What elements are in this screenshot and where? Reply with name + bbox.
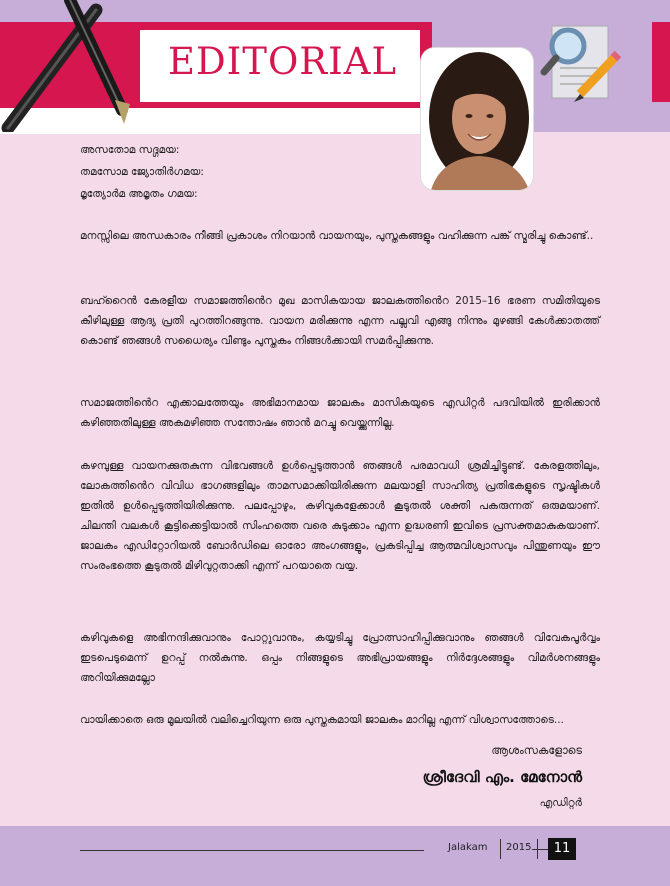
verse-line: അസതോമ സദ്ഗമയ: (80, 144, 180, 156)
page-title: EDITORIAL (168, 40, 398, 83)
editorial-paragraph (80, 628, 600, 688)
paragraph-text: കഴിവുകളെ അഭിനന്ദിക്കുവാനും പോറ്റുവാനും, കയ്യടിച്ചു പ്രോത്സാഹിപ്പിക്കുവാനും ഞങ്ങൾ വിവേകപൂർവ്വം ഇടപെടുമെന്ന് ഉറപ്പ് നൽകുന്നു. ഒപ്പം നിങ്ങളുടെ അഭിപ്രായങ്ങളും നിർദ്ദേശങ്ങളും വിമർശനങ്ങളും അറിയിക്കുമല്ലോ (80, 632, 600, 684)
footer-rule (80, 850, 424, 851)
paragraph-text: സമാജത്തിൻെറ എക്കാലത്തേയും അഭിമാനമായ ജാലകം മാസികയുടെ എഡിറ്റർ പദവിയിൽ ഇരിക്കാൻ കഴിഞ്ഞതിലുള്ള അകമഴിഞ്ഞ സന്തോഷം ഞാൻ മറച്ചു വെയ്ക്കുന്നില്ല. (80, 397, 600, 429)
header-red-tab (652, 22, 670, 102)
paragraph-text: ബഹ്റൈൻ കേരളീയ സമാജത്തിൻെറ മുഖ മാസികയായ ജാലകത്തിൻെറ 2015–16 ഭരണ സമിതിയുടെ കീഴിലുള്ള ആദ്യ പ്രതി പുറത്തിറങ്ങുന്നു. വായന മരിക്കുന്നു എന്ന പല്ലവി എങ്ങു നിന്നും മുഴങ്ങി കേൾക്കാതത്ത് കൊണ്ട് ഞങ്ങൾ സധൈര്യം വീണ്ടും പുസ്തകം നിങ്ങൾക്കായി സമർപ്പിക്കുന്നു. (80, 295, 600, 347)
footer-magazine-name: Jalakam (448, 842, 488, 853)
footer-divider (500, 839, 501, 859)
signature-greeting: ആശംസകളോടെ (491, 744, 582, 757)
footer-year: 2015 (506, 842, 532, 853)
signature-name: ശ്രീദേവി എം. മേനോൻ (422, 768, 582, 786)
paragraph-text: മനസ്സിലെ അന്ധകാരം നീങ്ങി പ്രകാശം നിറയാൻ വായനയും, പുസ്തകങ്ങളും വഹിക്കുന്ന പങ്ക് സ്മരിച്ചു കൊണ്ട്.. (80, 230, 594, 242)
paragraph-text: വായിക്കാതെ ഒരു മൂലയിൽ വലിച്ചെറിയുന്ന ഒരു പുസ്തകമായി ജാലകം മാറില്ല എന്ന് വിശ്വാസത്തോടെ... (80, 714, 564, 726)
editorial-paragraph (80, 291, 600, 351)
page-number: 11 (548, 838, 576, 860)
verse-line: തമസോമ ജ്യോതിർഗമയ: (80, 166, 204, 178)
verse-line: മൃത്യോർമ അമൃതം ഗമയ: (80, 188, 198, 200)
editorial-paragraph (80, 710, 600, 730)
signature-role: എഡിറ്റർ (539, 797, 582, 809)
fountain-pen-icon (0, 0, 150, 132)
magnifier-pencil-icon (538, 20, 624, 106)
editorial-paragraph (80, 456, 600, 576)
editor-photo (421, 48, 533, 190)
editorial-paragraph (80, 393, 600, 433)
editorial-paragraph (80, 226, 600, 246)
paragraph-text: കഴമ്പുള്ള വായനക്കുതകുന്ന വിഭവങ്ങൾ ഉൾപ്പെടുത്താൻ ഞങ്ങൾ പരമാവധി ശ്രമിച്ചിട്ടുണ്ട്. കേരളത്തിലും, ലോകത്തിൻെറ വിവിധ ഭാഗങ്ങളിലും താമസമാക്കിയിരിക്കുന്ന മലയാളി സാഹിത്യ പ്രതിഭകളുടെ സൃഷ്ടികൾ ഇതിൽ ഉൾപ്പെടുത്തിയിരിക്കുന്നു. പലപ്പോഴും, കഴിവുകളേക്കാൾ കൂടുതൽ ശക്തി പകരുന്നത് ഒരുമയാണ്. ചിലന്തി വലകൾ കൂട്ടിക്കെട്ടിയാൽ സിംഹത്തെ വരെ കുടുക്കാം എന്ന ഉദ്ധരണി ഇവിടെ പ്രസക്തമാകുകയാണ്. ജാലകം എഡിറ്റോറിയൽ ബോർഡിലെ ഓരോ അംഗങ്ങളും, പ്രകടിപ്പിച്ച ആത്മവിശ്വാസവും പിന്തുണയും ഈ സംരംഭത്തെ കൂടുതൽ മിഴിവുറ്റതാക്കി എന്ന് പറയാതെ വയ്യ. (80, 460, 600, 572)
